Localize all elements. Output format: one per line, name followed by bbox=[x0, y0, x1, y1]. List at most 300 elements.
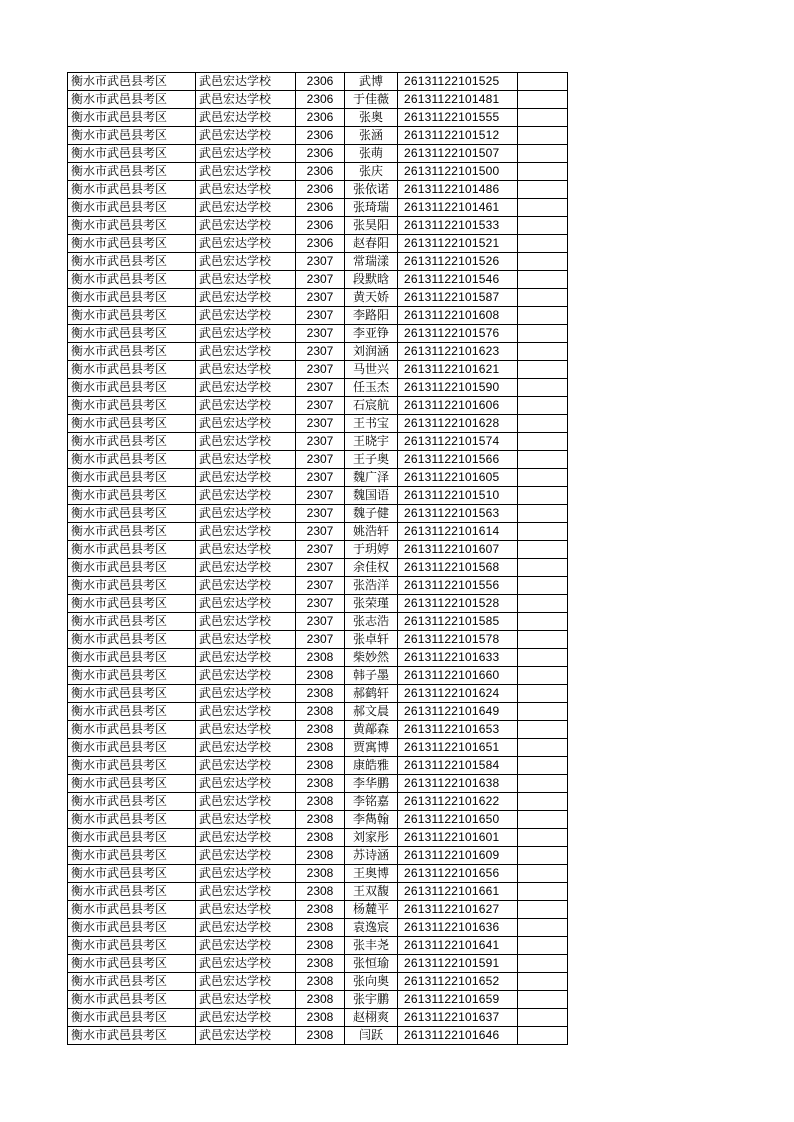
empty-cell bbox=[518, 433, 568, 451]
student-name-cell: 王奥博 bbox=[345, 865, 398, 883]
school-cell: 武邑宏达学校 bbox=[196, 235, 296, 253]
table-row bbox=[68, 577, 568, 595]
class-cell: 2308 bbox=[296, 793, 345, 811]
class-cell: 2307 bbox=[296, 433, 345, 451]
school-cell: 武邑宏达学校 bbox=[196, 271, 296, 289]
table-row bbox=[68, 145, 568, 163]
exam-area-cell: 衡水市武邑县考区 bbox=[68, 955, 196, 973]
table-row bbox=[68, 361, 568, 379]
student-name-cell: 姚浩轩 bbox=[345, 523, 398, 541]
class-cell: 2307 bbox=[296, 631, 345, 649]
school-cell: 武邑宏达学校 bbox=[196, 325, 296, 343]
table-row bbox=[68, 91, 568, 109]
exam-area-cell: 衡水市武邑县考区 bbox=[68, 1027, 196, 1045]
exam-id-cell: 26131122101590 bbox=[398, 379, 518, 397]
exam-area-cell: 衡水市武邑县考区 bbox=[68, 523, 196, 541]
table-row bbox=[68, 703, 568, 721]
class-cell: 2308 bbox=[296, 991, 345, 1009]
empty-cell bbox=[518, 901, 568, 919]
class-cell: 2307 bbox=[296, 343, 345, 361]
empty-cell bbox=[518, 973, 568, 991]
exam-id-cell: 26131122101512 bbox=[398, 127, 518, 145]
empty-cell bbox=[518, 199, 568, 217]
exam-id-cell: 26131122101623 bbox=[398, 343, 518, 361]
empty-cell bbox=[518, 181, 568, 199]
exam-area-cell: 衡水市武邑县考区 bbox=[68, 73, 196, 91]
table-row bbox=[68, 271, 568, 289]
empty-cell bbox=[518, 469, 568, 487]
school-cell: 武邑宏达学校 bbox=[196, 307, 296, 325]
class-cell: 2307 bbox=[296, 523, 345, 541]
student-name-cell: 马世兴 bbox=[345, 361, 398, 379]
school-cell: 武邑宏达学校 bbox=[196, 127, 296, 145]
empty-cell bbox=[518, 775, 568, 793]
empty-cell bbox=[518, 487, 568, 505]
table-row bbox=[68, 325, 568, 343]
class-cell: 2307 bbox=[296, 289, 345, 307]
empty-cell bbox=[518, 73, 568, 91]
student-name-cell: 王双馥 bbox=[345, 883, 398, 901]
exam-id-cell: 26131122101633 bbox=[398, 649, 518, 667]
student-name-cell: 王书宝 bbox=[345, 415, 398, 433]
exam-id-cell: 26131122101608 bbox=[398, 307, 518, 325]
class-cell: 2307 bbox=[296, 613, 345, 631]
exam-id-cell: 26131122101636 bbox=[398, 919, 518, 937]
class-cell: 2308 bbox=[296, 919, 345, 937]
empty-cell bbox=[518, 739, 568, 757]
exam-area-cell: 衡水市武邑县考区 bbox=[68, 271, 196, 289]
exam-id-cell: 26131122101546 bbox=[398, 271, 518, 289]
exam-id-cell: 26131122101563 bbox=[398, 505, 518, 523]
school-cell: 武邑宏达学校 bbox=[196, 811, 296, 829]
table-row bbox=[68, 73, 568, 91]
school-cell: 武邑宏达学校 bbox=[196, 865, 296, 883]
table-row bbox=[68, 649, 568, 667]
exam-id-cell: 26131122101585 bbox=[398, 613, 518, 631]
school-cell: 武邑宏达学校 bbox=[196, 577, 296, 595]
table-row bbox=[68, 667, 568, 685]
table-row bbox=[68, 109, 568, 127]
exam-id-cell: 26131122101646 bbox=[398, 1027, 518, 1045]
class-cell: 2308 bbox=[296, 901, 345, 919]
school-cell: 武邑宏达学校 bbox=[196, 145, 296, 163]
school-cell: 武邑宏达学校 bbox=[196, 451, 296, 469]
table-row bbox=[68, 343, 568, 361]
school-cell: 武邑宏达学校 bbox=[196, 757, 296, 775]
school-cell: 武邑宏达学校 bbox=[196, 919, 296, 937]
school-cell: 武邑宏达学校 bbox=[196, 361, 296, 379]
table-row bbox=[68, 847, 568, 865]
exam-id-cell: 26131122101510 bbox=[398, 487, 518, 505]
student-name-cell: 李亚铮 bbox=[345, 325, 398, 343]
student-name-cell: 闫跃 bbox=[345, 1027, 398, 1045]
empty-cell bbox=[518, 811, 568, 829]
class-cell: 2308 bbox=[296, 757, 345, 775]
exam-id-cell: 26131122101461 bbox=[398, 199, 518, 217]
exam-id-cell: 26131122101609 bbox=[398, 847, 518, 865]
school-cell: 武邑宏达学校 bbox=[196, 847, 296, 865]
school-cell: 武邑宏达学校 bbox=[196, 487, 296, 505]
exam-id-cell: 26131122101601 bbox=[398, 829, 518, 847]
student-name-cell: 张向奥 bbox=[345, 973, 398, 991]
table-row bbox=[68, 523, 568, 541]
exam-id-cell: 26131122101614 bbox=[398, 523, 518, 541]
exam-id-cell: 26131122101587 bbox=[398, 289, 518, 307]
student-name-cell: 柴妙然 bbox=[345, 649, 398, 667]
class-cell: 2306 bbox=[296, 73, 345, 91]
exam-area-cell: 衡水市武邑县考区 bbox=[68, 613, 196, 631]
class-cell: 2308 bbox=[296, 685, 345, 703]
exam-area-cell: 衡水市武邑县考区 bbox=[68, 127, 196, 145]
table-row bbox=[68, 901, 568, 919]
student-name-cell: 张卓轩 bbox=[345, 631, 398, 649]
empty-cell bbox=[518, 919, 568, 937]
exam-id-cell: 26131122101652 bbox=[398, 973, 518, 991]
exam-id-cell: 26131122101555 bbox=[398, 109, 518, 127]
class-cell: 2307 bbox=[296, 415, 345, 433]
class-cell: 2307 bbox=[296, 505, 345, 523]
exam-area-cell: 衡水市武邑县考区 bbox=[68, 307, 196, 325]
exam-area-cell: 衡水市武邑县考区 bbox=[68, 793, 196, 811]
table-row bbox=[68, 379, 568, 397]
student-name-cell: 张志浩 bbox=[345, 613, 398, 631]
class-cell: 2308 bbox=[296, 973, 345, 991]
table-row bbox=[68, 415, 568, 433]
student-name-cell: 郝文晨 bbox=[345, 703, 398, 721]
empty-cell bbox=[518, 541, 568, 559]
exam-area-cell: 衡水市武邑县考区 bbox=[68, 199, 196, 217]
student-name-cell: 张萌 bbox=[345, 145, 398, 163]
empty-cell bbox=[518, 649, 568, 667]
student-name-cell: 王子奥 bbox=[345, 451, 398, 469]
table-row bbox=[68, 739, 568, 757]
class-cell: 2308 bbox=[296, 775, 345, 793]
exam-area-cell: 衡水市武邑县考区 bbox=[68, 703, 196, 721]
exam-area-cell: 衡水市武邑县考区 bbox=[68, 883, 196, 901]
table-row bbox=[68, 919, 568, 937]
class-cell: 2307 bbox=[296, 253, 345, 271]
exam-id-cell: 26131122101651 bbox=[398, 739, 518, 757]
student-name-cell: 张庆 bbox=[345, 163, 398, 181]
table-row bbox=[68, 595, 568, 613]
empty-cell bbox=[518, 667, 568, 685]
class-cell: 2307 bbox=[296, 577, 345, 595]
exam-area-cell: 衡水市武邑县考区 bbox=[68, 829, 196, 847]
student-name-cell: 李雋翰 bbox=[345, 811, 398, 829]
table-row bbox=[68, 955, 568, 973]
exam-id-cell: 26131122101656 bbox=[398, 865, 518, 883]
school-cell: 武邑宏达学校 bbox=[196, 937, 296, 955]
school-cell: 武邑宏达学校 bbox=[196, 721, 296, 739]
exam-id-cell: 26131122101500 bbox=[398, 163, 518, 181]
exam-area-cell: 衡水市武邑县考区 bbox=[68, 379, 196, 397]
exam-area-cell: 衡水市武邑县考区 bbox=[68, 577, 196, 595]
school-cell: 武邑宏达学校 bbox=[196, 199, 296, 217]
class-cell: 2308 bbox=[296, 829, 345, 847]
empty-cell bbox=[518, 1027, 568, 1045]
empty-cell bbox=[518, 955, 568, 973]
school-cell: 武邑宏达学校 bbox=[196, 415, 296, 433]
empty-cell bbox=[518, 271, 568, 289]
exam-area-cell: 衡水市武邑县考区 bbox=[68, 721, 196, 739]
exam-id-cell: 26131122101521 bbox=[398, 235, 518, 253]
exam-area-cell: 衡水市武邑县考区 bbox=[68, 667, 196, 685]
student-name-cell: 郝鹤轩 bbox=[345, 685, 398, 703]
exam-area-cell: 衡水市武邑县考区 bbox=[68, 325, 196, 343]
table-row bbox=[68, 721, 568, 739]
school-cell: 武邑宏达学校 bbox=[196, 1027, 296, 1045]
student-name-cell: 石宸航 bbox=[345, 397, 398, 415]
empty-cell bbox=[518, 91, 568, 109]
school-cell: 武邑宏达学校 bbox=[196, 703, 296, 721]
class-cell: 2307 bbox=[296, 451, 345, 469]
exam-area-cell: 衡水市武邑县考区 bbox=[68, 937, 196, 955]
student-name-cell: 王晓宇 bbox=[345, 433, 398, 451]
empty-cell bbox=[518, 397, 568, 415]
empty-cell bbox=[518, 703, 568, 721]
table-row bbox=[68, 397, 568, 415]
empty-cell bbox=[518, 631, 568, 649]
class-cell: 2306 bbox=[296, 127, 345, 145]
exam-id-cell: 26131122101653 bbox=[398, 721, 518, 739]
exam-area-cell: 衡水市武邑县考区 bbox=[68, 559, 196, 577]
exam-area-cell: 衡水市武邑县考区 bbox=[68, 109, 196, 127]
class-cell: 2308 bbox=[296, 883, 345, 901]
table-row bbox=[68, 685, 568, 703]
table-row bbox=[68, 775, 568, 793]
exam-area-cell: 衡水市武邑县考区 bbox=[68, 865, 196, 883]
roster-table bbox=[67, 72, 568, 1045]
table-row bbox=[68, 883, 568, 901]
school-cell: 武邑宏达学校 bbox=[196, 991, 296, 1009]
exam-area-cell: 衡水市武邑县考区 bbox=[68, 163, 196, 181]
student-name-cell: 张恒瑜 bbox=[345, 955, 398, 973]
class-cell: 2307 bbox=[296, 541, 345, 559]
roster-table-body bbox=[68, 73, 568, 1045]
class-cell: 2306 bbox=[296, 199, 345, 217]
exam-area-cell: 衡水市武邑县考区 bbox=[68, 505, 196, 523]
student-name-cell: 袁逸宸 bbox=[345, 919, 398, 937]
exam-id-cell: 26131122101606 bbox=[398, 397, 518, 415]
school-cell: 武邑宏达学校 bbox=[196, 901, 296, 919]
school-cell: 武邑宏达学校 bbox=[196, 181, 296, 199]
student-name-cell: 武博 bbox=[345, 73, 398, 91]
empty-cell bbox=[518, 163, 568, 181]
exam-id-cell: 26131122101627 bbox=[398, 901, 518, 919]
school-cell: 武邑宏达学校 bbox=[196, 613, 296, 631]
exam-id-cell: 26131122101507 bbox=[398, 145, 518, 163]
school-cell: 武邑宏达学校 bbox=[196, 685, 296, 703]
table-row bbox=[68, 541, 568, 559]
table-row bbox=[68, 811, 568, 829]
exam-id-cell: 26131122101486 bbox=[398, 181, 518, 199]
exam-id-cell: 26131122101605 bbox=[398, 469, 518, 487]
exam-id-cell: 26131122101533 bbox=[398, 217, 518, 235]
table-row bbox=[68, 757, 568, 775]
table-row bbox=[68, 487, 568, 505]
school-cell: 武邑宏达学校 bbox=[196, 739, 296, 757]
exam-area-cell: 衡水市武邑县考区 bbox=[68, 541, 196, 559]
class-cell: 2308 bbox=[296, 739, 345, 757]
exam-id-cell: 26131122101661 bbox=[398, 883, 518, 901]
table-row bbox=[68, 865, 568, 883]
exam-area-cell: 衡水市武邑县考区 bbox=[68, 487, 196, 505]
table-row bbox=[68, 973, 568, 991]
exam-area-cell: 衡水市武邑县考区 bbox=[68, 991, 196, 1009]
student-name-cell: 于佳薇 bbox=[345, 91, 398, 109]
school-cell: 武邑宏达学校 bbox=[196, 289, 296, 307]
exam-area-cell: 衡水市武邑县考区 bbox=[68, 91, 196, 109]
exam-area-cell: 衡水市武邑县考区 bbox=[68, 685, 196, 703]
student-name-cell: 段默晗 bbox=[345, 271, 398, 289]
student-name-cell: 张丰尧 bbox=[345, 937, 398, 955]
class-cell: 2308 bbox=[296, 649, 345, 667]
school-cell: 武邑宏达学校 bbox=[196, 649, 296, 667]
student-name-cell: 张浩洋 bbox=[345, 577, 398, 595]
class-cell: 2308 bbox=[296, 811, 345, 829]
exam-id-cell: 26131122101556 bbox=[398, 577, 518, 595]
empty-cell bbox=[518, 505, 568, 523]
exam-area-cell: 衡水市武邑县考区 bbox=[68, 343, 196, 361]
student-name-cell: 刘润涵 bbox=[345, 343, 398, 361]
school-cell: 武邑宏达学校 bbox=[196, 793, 296, 811]
exam-area-cell: 衡水市武邑县考区 bbox=[68, 235, 196, 253]
exam-area-cell: 衡水市武邑县考区 bbox=[68, 181, 196, 199]
table-row bbox=[68, 199, 568, 217]
exam-area-cell: 衡水市武邑县考区 bbox=[68, 757, 196, 775]
school-cell: 武邑宏达学校 bbox=[196, 397, 296, 415]
empty-cell bbox=[518, 145, 568, 163]
empty-cell bbox=[518, 451, 568, 469]
exam-area-cell: 衡水市武邑县考区 bbox=[68, 1009, 196, 1027]
empty-cell bbox=[518, 235, 568, 253]
exam-id-cell: 26131122101622 bbox=[398, 793, 518, 811]
school-cell: 武邑宏达学校 bbox=[196, 91, 296, 109]
exam-id-cell: 26131122101638 bbox=[398, 775, 518, 793]
table-row bbox=[68, 991, 568, 1009]
exam-area-cell: 衡水市武邑县考区 bbox=[68, 289, 196, 307]
exam-id-cell: 26131122101621 bbox=[398, 361, 518, 379]
exam-id-cell: 26131122101641 bbox=[398, 937, 518, 955]
class-cell: 2307 bbox=[296, 379, 345, 397]
student-name-cell: 刘家彤 bbox=[345, 829, 398, 847]
empty-cell bbox=[518, 217, 568, 235]
student-name-cell: 苏诗涵 bbox=[345, 847, 398, 865]
class-cell: 2307 bbox=[296, 325, 345, 343]
empty-cell bbox=[518, 595, 568, 613]
school-cell: 武邑宏达学校 bbox=[196, 829, 296, 847]
exam-id-cell: 26131122101660 bbox=[398, 667, 518, 685]
table-row bbox=[68, 235, 568, 253]
school-cell: 武邑宏达学校 bbox=[196, 595, 296, 613]
empty-cell bbox=[518, 865, 568, 883]
empty-cell bbox=[518, 325, 568, 343]
empty-cell bbox=[518, 1009, 568, 1027]
exam-id-cell: 26131122101568 bbox=[398, 559, 518, 577]
exam-id-cell: 26131122101566 bbox=[398, 451, 518, 469]
school-cell: 武邑宏达学校 bbox=[196, 667, 296, 685]
exam-id-cell: 26131122101576 bbox=[398, 325, 518, 343]
empty-cell bbox=[518, 721, 568, 739]
exam-id-cell: 26131122101528 bbox=[398, 595, 518, 613]
school-cell: 武邑宏达学校 bbox=[196, 541, 296, 559]
exam-area-cell: 衡水市武邑县考区 bbox=[68, 973, 196, 991]
exam-id-cell: 26131122101637 bbox=[398, 1009, 518, 1027]
exam-area-cell: 衡水市武邑县考区 bbox=[68, 631, 196, 649]
student-name-cell: 韩子墨 bbox=[345, 667, 398, 685]
student-name-cell: 魏子健 bbox=[345, 505, 398, 523]
table-row bbox=[68, 163, 568, 181]
class-cell: 2306 bbox=[296, 109, 345, 127]
table-row bbox=[68, 1009, 568, 1027]
table-row bbox=[68, 217, 568, 235]
class-cell: 2307 bbox=[296, 307, 345, 325]
class-cell: 2308 bbox=[296, 1027, 345, 1045]
exam-id-cell: 26131122101481 bbox=[398, 91, 518, 109]
class-cell: 2306 bbox=[296, 145, 345, 163]
school-cell: 武邑宏达学校 bbox=[196, 379, 296, 397]
school-cell: 武邑宏达学校 bbox=[196, 505, 296, 523]
empty-cell bbox=[518, 289, 568, 307]
exam-area-cell: 衡水市武邑县考区 bbox=[68, 901, 196, 919]
exam-area-cell: 衡水市武邑县考区 bbox=[68, 775, 196, 793]
student-name-cell: 黄天娇 bbox=[345, 289, 398, 307]
exam-id-cell: 26131122101628 bbox=[398, 415, 518, 433]
table-row bbox=[68, 451, 568, 469]
table-row bbox=[68, 937, 568, 955]
exam-id-cell: 26131122101574 bbox=[398, 433, 518, 451]
student-name-cell: 赵春阳 bbox=[345, 235, 398, 253]
empty-cell bbox=[518, 991, 568, 1009]
empty-cell bbox=[518, 343, 568, 361]
table-row bbox=[68, 253, 568, 271]
student-name-cell: 张奥 bbox=[345, 109, 398, 127]
school-cell: 武邑宏达学校 bbox=[196, 883, 296, 901]
class-cell: 2308 bbox=[296, 865, 345, 883]
class-cell: 2307 bbox=[296, 271, 345, 289]
class-cell: 2307 bbox=[296, 559, 345, 577]
exam-area-cell: 衡水市武邑县考区 bbox=[68, 361, 196, 379]
school-cell: 武邑宏达学校 bbox=[196, 523, 296, 541]
student-name-cell: 赵栩爽 bbox=[345, 1009, 398, 1027]
class-cell: 2306 bbox=[296, 181, 345, 199]
school-cell: 武邑宏达学校 bbox=[196, 109, 296, 127]
exam-id-cell: 26131122101584 bbox=[398, 757, 518, 775]
student-name-cell: 魏广泽 bbox=[345, 469, 398, 487]
exam-id-cell: 26131122101659 bbox=[398, 991, 518, 1009]
student-name-cell: 魏国语 bbox=[345, 487, 398, 505]
class-cell: 2307 bbox=[296, 397, 345, 415]
exam-area-cell: 衡水市武邑县考区 bbox=[68, 649, 196, 667]
class-cell: 2306 bbox=[296, 163, 345, 181]
exam-area-cell: 衡水市武邑县考区 bbox=[68, 811, 196, 829]
class-cell: 2306 bbox=[296, 217, 345, 235]
school-cell: 武邑宏达学校 bbox=[196, 469, 296, 487]
table-row bbox=[68, 793, 568, 811]
student-name-cell: 康皓雅 bbox=[345, 757, 398, 775]
class-cell: 2306 bbox=[296, 235, 345, 253]
school-cell: 武邑宏达学校 bbox=[196, 973, 296, 991]
empty-cell bbox=[518, 883, 568, 901]
school-cell: 武邑宏达学校 bbox=[196, 955, 296, 973]
table-row bbox=[68, 289, 568, 307]
class-cell: 2307 bbox=[296, 487, 345, 505]
student-name-cell: 张涵 bbox=[345, 127, 398, 145]
table-row bbox=[68, 181, 568, 199]
table-row bbox=[68, 433, 568, 451]
table-row bbox=[68, 613, 568, 631]
empty-cell bbox=[518, 829, 568, 847]
